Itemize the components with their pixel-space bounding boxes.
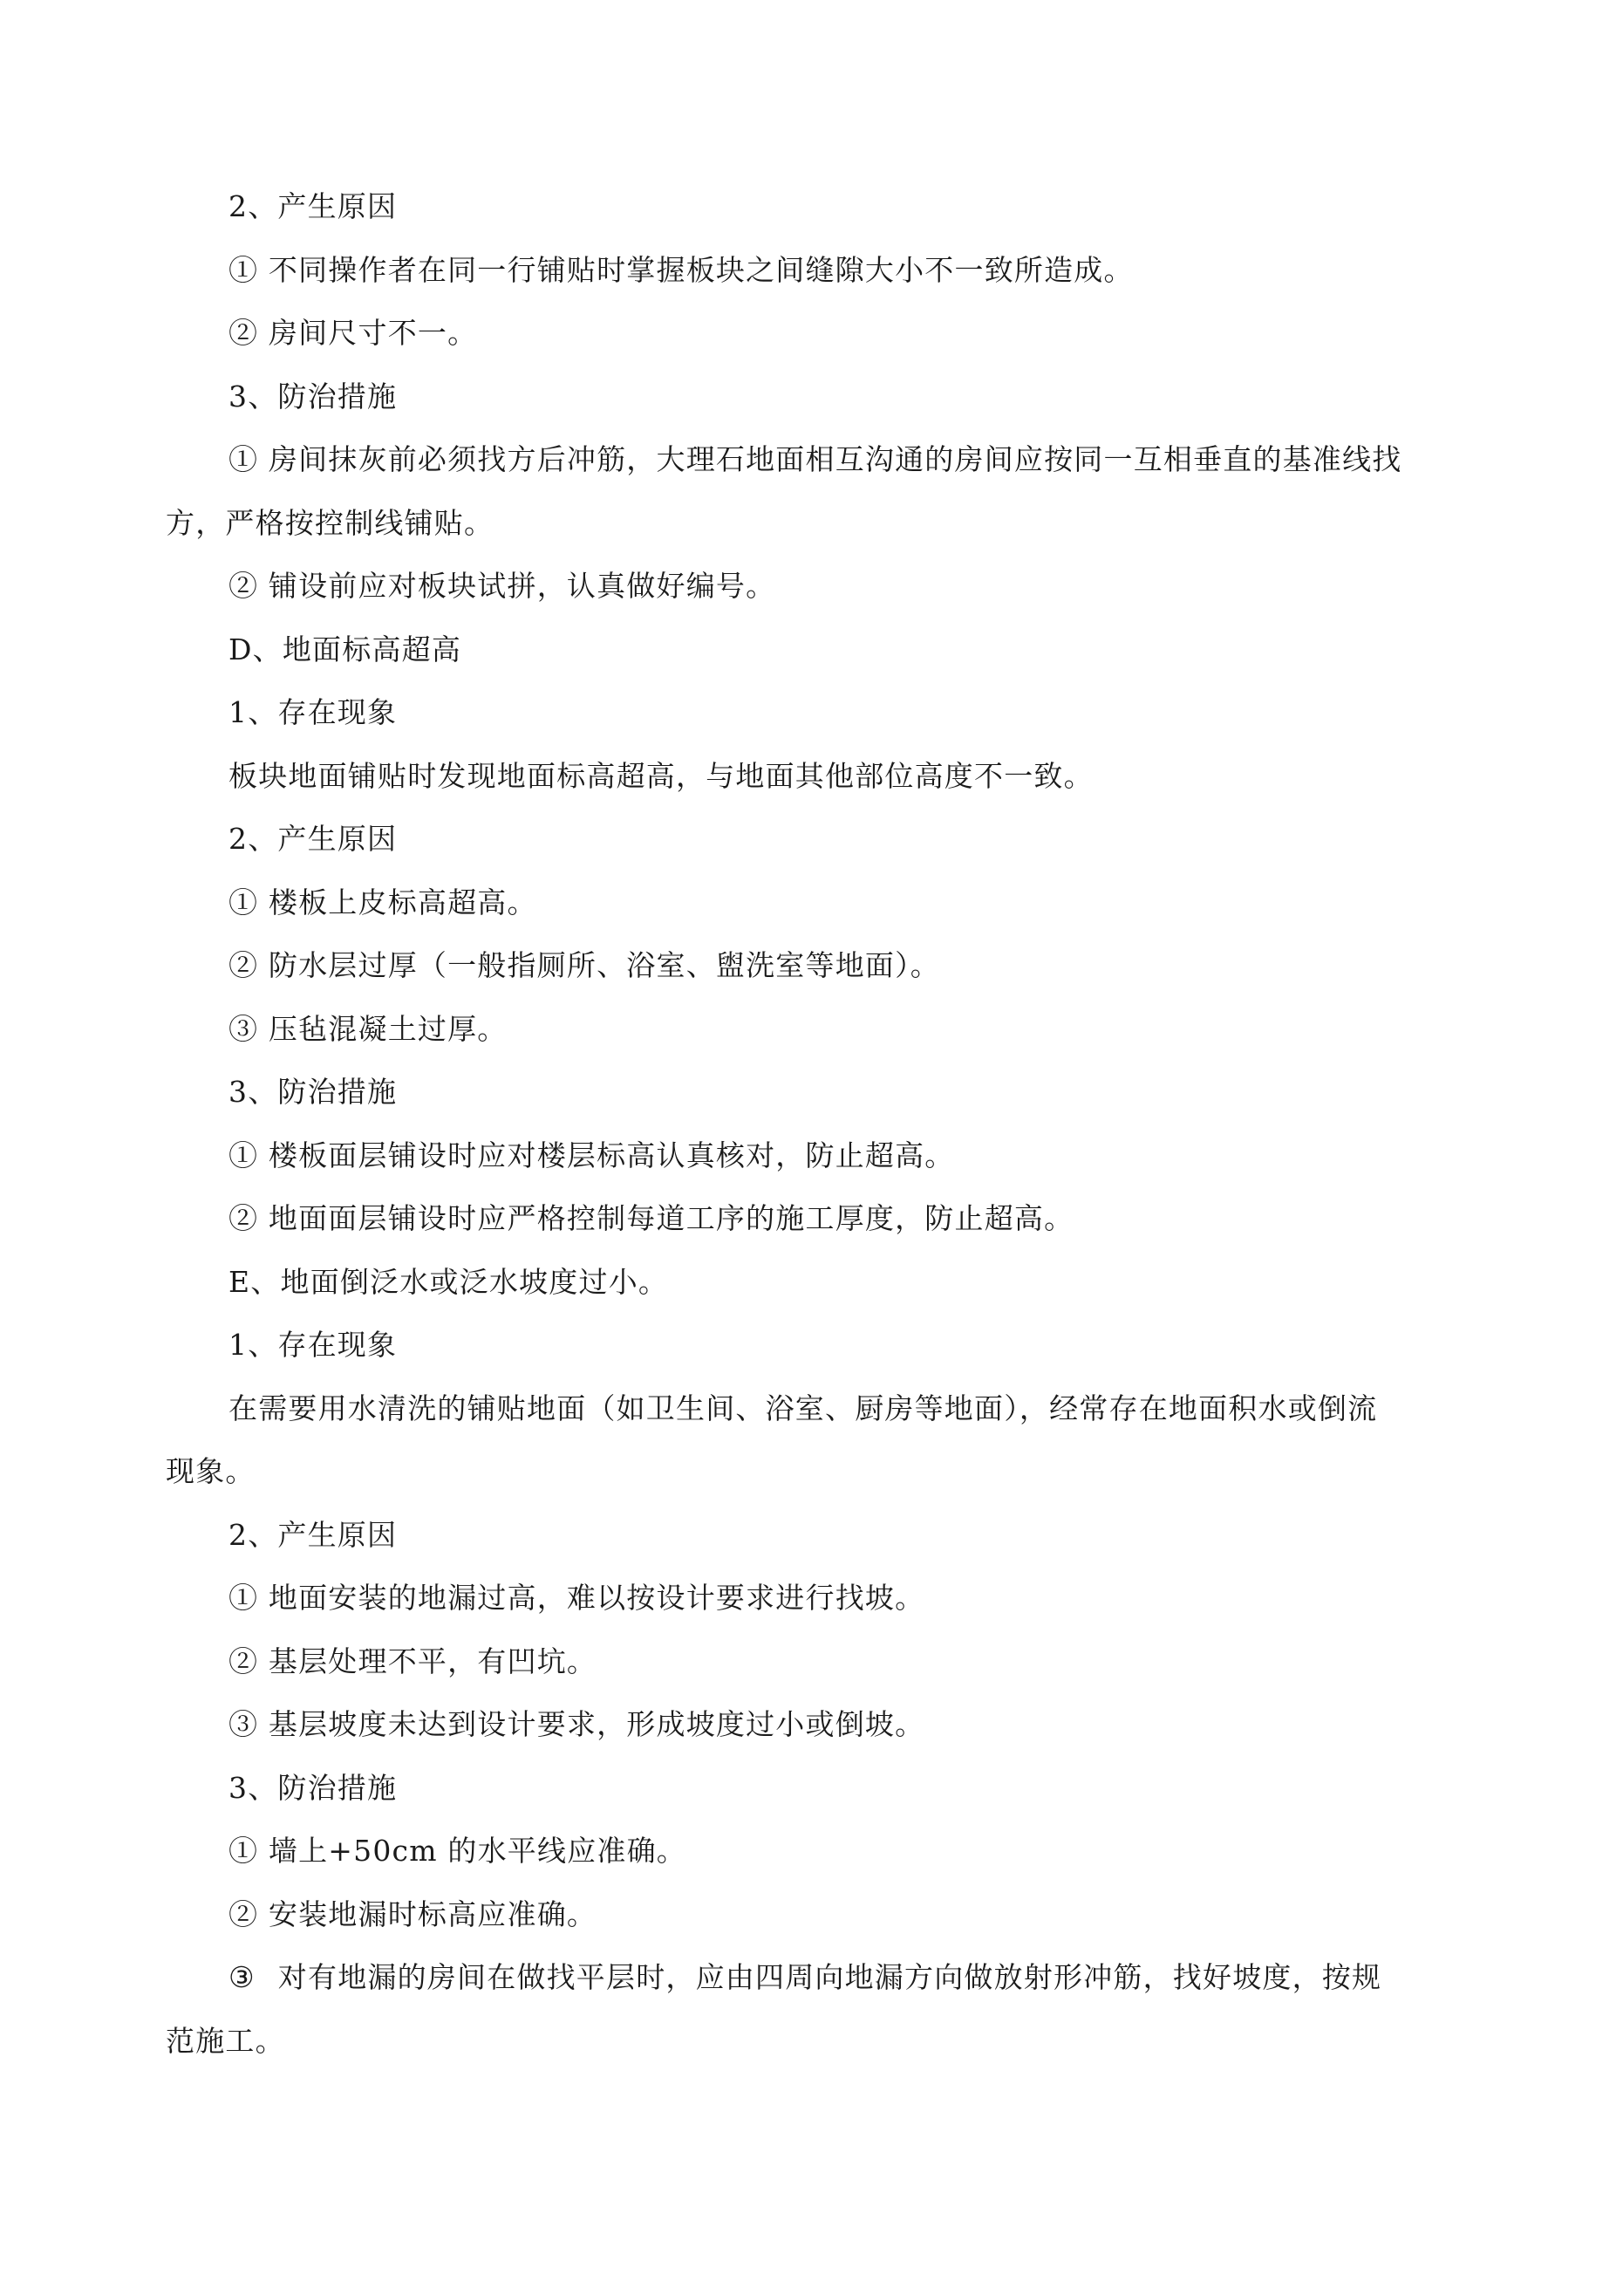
- list-item: [0, 314, 1623, 352]
- section-heading: [0, 820, 1623, 858]
- section-heading: [0, 188, 1623, 226]
- line-text: ② 基层处理不平，有凹坑。: [228, 1644, 597, 1678]
- line-text: 2、产生原因: [228, 1518, 398, 1552]
- line-text: 3、防治措施: [228, 1771, 398, 1805]
- line-text: ② 防水层过厚（一般指厕所、浴室、盥洗室等地面）。: [228, 948, 940, 982]
- list-item: [0, 441, 1623, 479]
- list-item: [0, 1958, 1623, 1997]
- line-text: 范施工。: [166, 2024, 285, 2058]
- line-text: E、地面倒泛水或泛水坡度过小。: [228, 1265, 669, 1299]
- line-text: 现象。: [166, 1454, 256, 1488]
- line-text: 1、存在现象: [228, 1328, 398, 1362]
- list-item: [0, 884, 1623, 922]
- section-heading: [0, 1516, 1623, 1555]
- line-text: ② 铺设前应对板块试拼，认真做好编号。: [228, 569, 776, 603]
- line-text: ① 地面安装的地漏过高，难以按设计要求进行找坡。: [228, 1581, 925, 1615]
- line-text: 对有地漏的房间在做找平层时，应由四周向地漏方向做放射形冲筋，找好坡度，按规: [277, 1960, 1382, 1994]
- paragraph-continuation: [0, 1452, 1623, 1491]
- line-text: ② 安装地漏时标高应准确。: [228, 1897, 597, 1931]
- list-item: [0, 1010, 1623, 1049]
- paragraph: [0, 1390, 1623, 1428]
- list-item: [0, 567, 1623, 605]
- list-item: [0, 1896, 1623, 1934]
- line-text: 2、产生原因: [228, 189, 398, 223]
- line-text: 板块地面铺贴时发现地面标高超高，与地面其他部位高度不一致。: [228, 759, 1094, 793]
- subsection-title: [0, 1263, 1623, 1302]
- line-text: D、地面标高超高: [228, 632, 462, 666]
- paragraph: [0, 757, 1623, 796]
- section-heading: [0, 1769, 1623, 1807]
- line-text: ① 房间抹灰前必须找方后冲筋，大理石地面相互沟通的房间应按同一互相垂直的基准线找: [228, 442, 1402, 476]
- list-item: [0, 1137, 1623, 1175]
- list-marker: ③: [228, 1960, 256, 1994]
- subsection-title: [0, 631, 1623, 669]
- line-text: ③ 压毡混凝土过厚。: [228, 1012, 508, 1046]
- line-text: ③ 基层坡度未达到设计要求，形成坡度过小或倒坡。: [228, 1707, 925, 1741]
- line-text: ② 房间尺寸不一。: [228, 316, 478, 350]
- line-text: ① 不同操作者在同一行铺贴时掌握板块之间缝隙大小不一致所造成。: [228, 253, 1134, 287]
- list-item: [0, 1579, 1623, 1617]
- list-item: [0, 1643, 1623, 1681]
- paragraph-continuation: [0, 504, 1623, 543]
- list-item: [0, 1705, 1623, 1744]
- line-text: 2、产生原因: [228, 822, 398, 856]
- paragraph-continuation: [0, 2022, 1623, 2060]
- line-text: 3、防治措施: [228, 1075, 398, 1109]
- section-heading: [0, 378, 1623, 416]
- line-text: 1、存在现象: [228, 695, 398, 729]
- line-text: ② 地面面层铺设时应严格控制每道工序的施工厚度，防止超高。: [228, 1201, 1074, 1235]
- line-text: 3、防治措施: [228, 379, 398, 413]
- section-heading: [0, 1073, 1623, 1111]
- list-item: [0, 1832, 1623, 1870]
- list-item: [0, 1199, 1623, 1238]
- line-text: 在需要用水清洗的铺贴地面（如卫生间、浴室、厨房等地面），经常存在地面积水或倒流: [228, 1391, 1378, 1425]
- line-text: ① 楼板面层铺设时应对楼层标高认真核对，防止超高。: [228, 1138, 955, 1172]
- line-text: ① 楼板上皮标高超高。: [228, 885, 537, 919]
- line-text: ① 墙上+50cm 的水平线应准确。: [228, 1834, 686, 1868]
- section-heading: [0, 1326, 1623, 1364]
- list-item: [0, 251, 1623, 290]
- section-heading: [0, 694, 1623, 732]
- line-text: 方，严格按控制线铺贴。: [166, 506, 494, 540]
- list-item: [0, 946, 1623, 985]
